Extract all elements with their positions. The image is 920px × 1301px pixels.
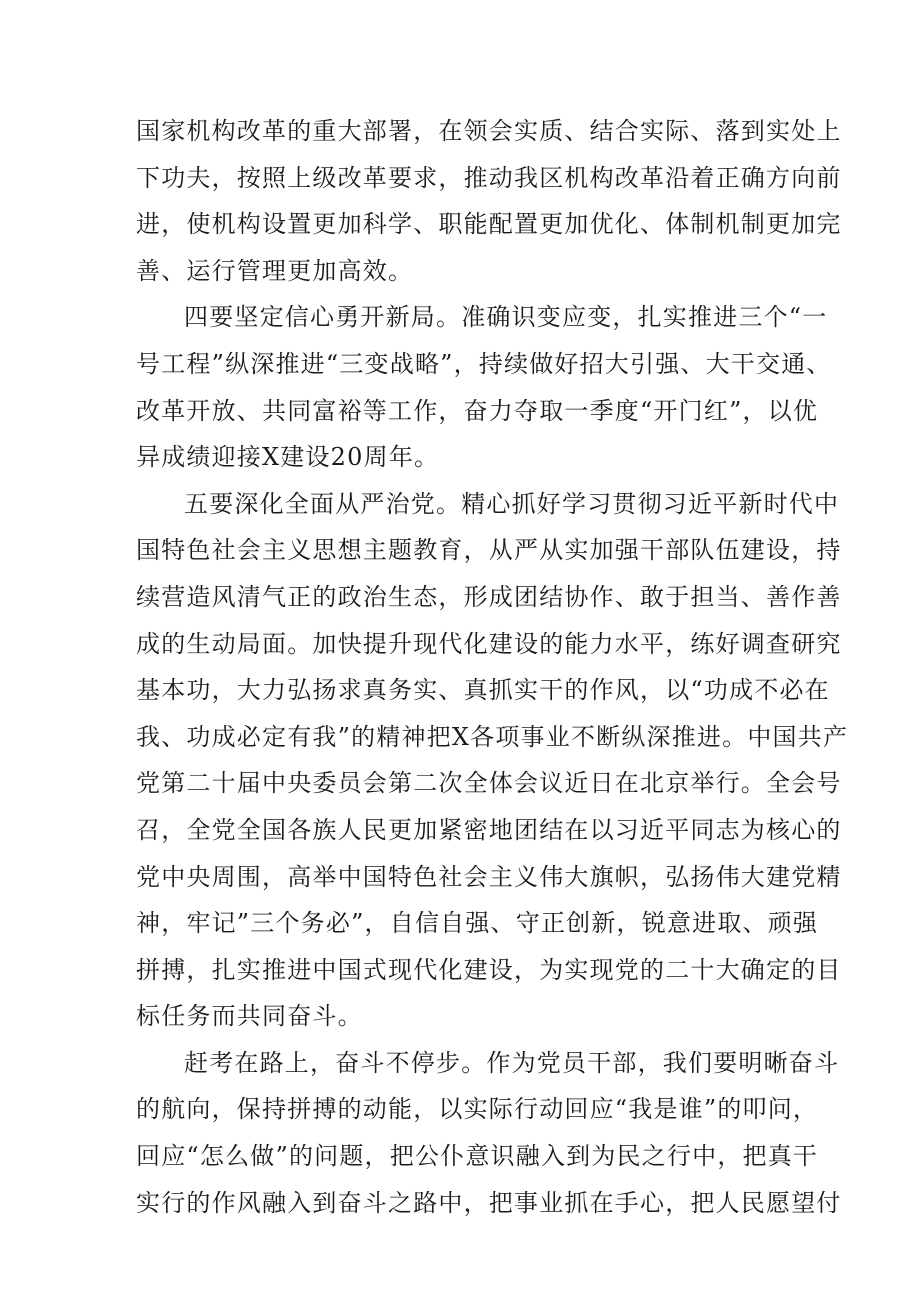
text-line: 国家机构改革的重大部署，在领会实质、结合实际、落到实处上 bbox=[136, 117, 842, 145]
text-line: 进，使机构设置更加科学、职能配置更加优化、体制机制更加完 bbox=[136, 210, 842, 239]
text-line: 号工程”纵深推进“三变战略”，持续做好招大引强、大干交通、 bbox=[136, 349, 832, 378]
text-line: 基本功，大力弘扬求真务实、真抓实干的作风，以“功成不必在 bbox=[136, 676, 830, 705]
paragraph-first-line: 五要深化全面从严治党。精心抓好学习贯彻习近平新时代中 bbox=[184, 489, 840, 518]
text-line: 党第二十届中央委员会第二次全体会议近日在北京举行。全会号 bbox=[136, 769, 842, 798]
paragraph-first-line: 赶考在路上，奋斗不停步。作为党员干部，我们要明晰奋斗 bbox=[184, 1048, 840, 1077]
text-line: 我、功成必定有我”的精神把X各项事业不断纵深推进。中国共产 bbox=[136, 722, 849, 751]
text-line: 国特色社会主义思想主题教育，从严从实加强干部队伍建设，持 bbox=[136, 536, 842, 565]
text-line: 党中央周围，高举中国特色社会主义伟大旗帜，弘扬伟大建党精 bbox=[136, 862, 842, 891]
text-line: 异成绩迎接X建设20周年。 bbox=[136, 443, 440, 472]
paragraph-first-line: 四要坚定信心勇开新局。准确识变应变，扎实推进三个“一 bbox=[184, 303, 828, 332]
text-line: 召，全党全国各族人民更加紧密地团结在以习近平同志为核心的 bbox=[136, 815, 842, 844]
text-line: 回应“怎么做”的问题，把公仆意识融入到为民之行中，把真干 bbox=[136, 1142, 819, 1171]
text-line: 续营造风清气正的政治生态，形成团结协作、敢于担当、善作善 bbox=[136, 582, 842, 611]
body-text bbox=[136, 108, 849, 1226]
text-line: 改革开放、共同富裕等工作，奋力夺取一季度“开门红”，以优 bbox=[136, 396, 819, 425]
text-line: 善、运行管理更加高效。 bbox=[136, 256, 414, 285]
text-line: 神，牢记”三个务必”，自信自强、守正创新，锐意进取、顽强 bbox=[136, 909, 819, 938]
text-line: 成的生动局面。加快提升现代化建设的能力水平，练好调查研究 bbox=[136, 629, 842, 658]
text-line: 下功夫，按照上级改革要求，推动我区机构改革沿着正确方向前 bbox=[136, 163, 842, 192]
text-line: 的航向，保持拼搏的动能，以实际行动回应“我是谁”的叩问， bbox=[136, 1095, 819, 1124]
text-line: 拼搏，扎实推进中国式现代化建设，为实现党的二十大确定的目 bbox=[136, 955, 842, 984]
text-line: 标任务而共同奋斗。 bbox=[136, 1002, 363, 1031]
text-line: 实行的作风融入到奋斗之路中，把事业抓在手心，把人民愿望付 bbox=[136, 1188, 842, 1217]
